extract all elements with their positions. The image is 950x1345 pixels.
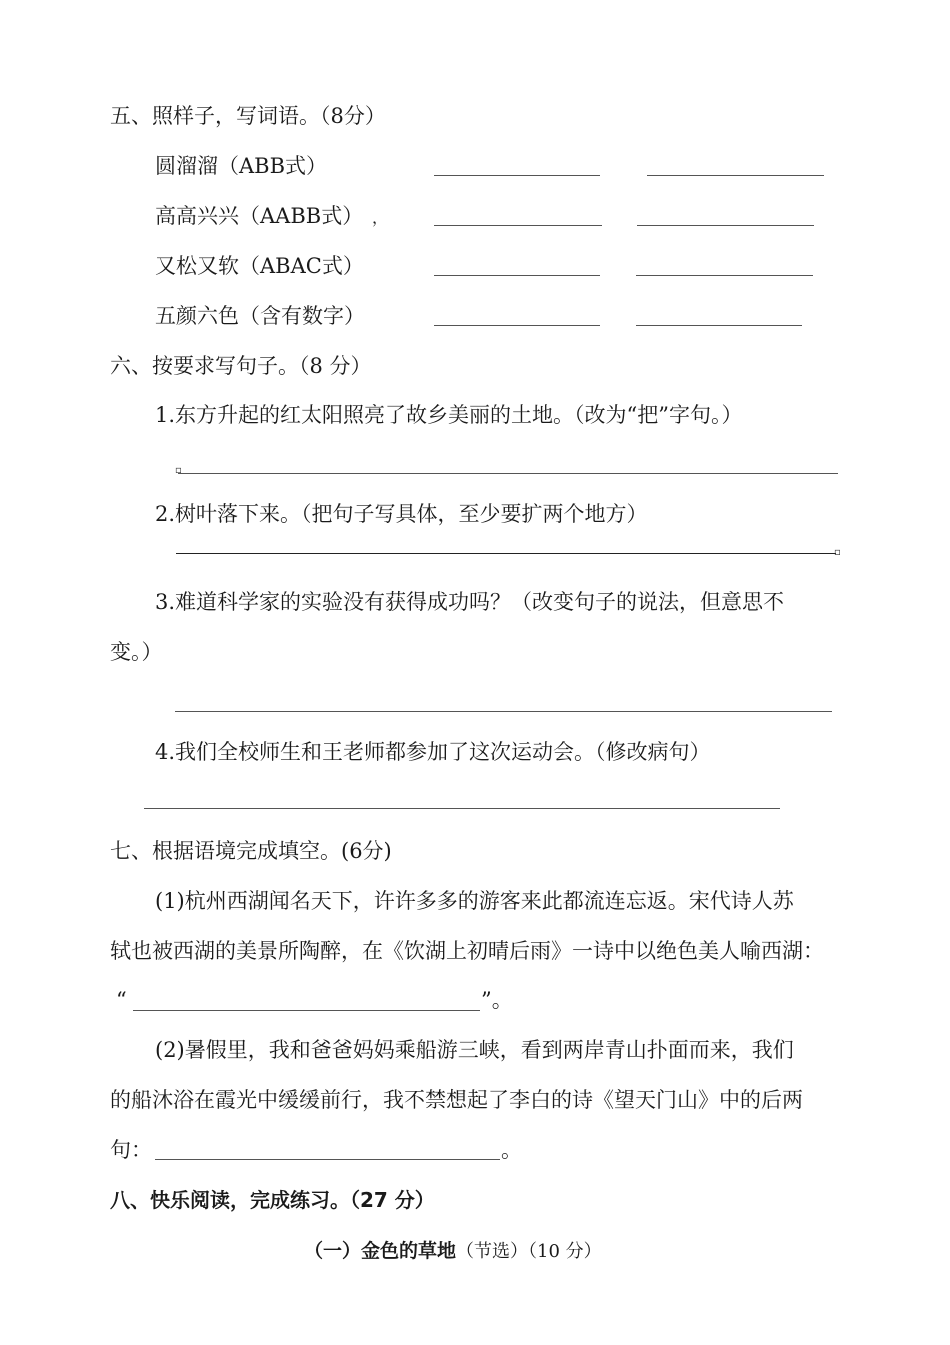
section8-subtitle-note: （节选）（10 分）: [456, 1241, 602, 1262]
section6-q1-mark: ▫: [175, 465, 182, 476]
section7-p2-answer-blank[interactable]: [155, 1159, 500, 1160]
section7-paragraph-1-open-quote: “: [116, 988, 127, 1012]
section5-item-1-blank-b[interactable]: [647, 175, 824, 176]
section6-title: 六、按要求写句子。（8 分）: [110, 354, 372, 378]
section6-q2-answer-line[interactable]: [176, 553, 836, 554]
section5-item-2-label: 高高兴兴（AABB式）: [155, 204, 364, 228]
section5-item-1-label: 圆溜溜（ABB式）: [155, 154, 328, 178]
section5-item-4-blank-b[interactable]: [636, 325, 802, 326]
section5-item-2-separator: ，: [372, 208, 389, 227]
section6-q2-mark: ▫: [834, 547, 841, 558]
section5-item-2-blank-b[interactable]: [637, 225, 814, 226]
section7-title: 七、根据语境完成填空。(6分): [110, 839, 392, 863]
section5-title: 五、照样子，写词语。（8分）: [110, 104, 386, 128]
section8-subtitle: [304, 1235, 602, 1267]
section5-item-3-blank-b[interactable]: [636, 275, 813, 276]
section6-q3-answer-line[interactable]: [175, 711, 832, 712]
section6-q1-answer-line[interactable]: [178, 473, 838, 474]
section7-paragraph-1-line2: 轼也被西湖的美景所陶醉，在《饮湖上初晴后雨》一诗中以绝色美人喻西湖：: [110, 939, 824, 963]
section6-question-4: 4.我们全校师生和王老师都参加了这次运动会。（修改病句）: [155, 740, 711, 764]
section6-question-3-line1: 3.难道科学家的实验没有获得成功吗？（改变句子的说法，但意思不: [155, 590, 785, 614]
section7-paragraph-1-close-quote: ”。: [481, 988, 513, 1012]
section5-item-3-blank-a[interactable]: [434, 275, 600, 276]
section8-subtitle-main: （一）金色的草地: [304, 1240, 457, 1262]
section8-title: 八、快乐阅读，完成练习。（27 分）: [110, 1188, 435, 1212]
section7-paragraph-2-suffix: 。: [501, 1138, 522, 1162]
section6-question-2: 2.树叶落下来。（把句子写具体，至少要扩两个地方）: [155, 502, 648, 526]
section6-q4-answer-line[interactable]: [144, 808, 780, 809]
section7-paragraph-1-line1: (1)杭州西湖闻名天下，许许多多的游客来此都流连忘返。宋代诗人苏: [155, 889, 794, 913]
section7-paragraph-2-line1: (2)暑假里，我和爸爸妈妈乘船游三峡，看到两岸青山扑面而来，我们: [155, 1038, 794, 1062]
section7-p1-answer-blank[interactable]: [133, 1010, 480, 1011]
section6-question-3-line2: 变。）: [110, 640, 163, 664]
section5-item-1-blank-a[interactable]: [434, 175, 600, 176]
section5-item-4-blank-a[interactable]: [434, 325, 600, 326]
section5-item-2-blank-a[interactable]: [434, 225, 602, 226]
section7-paragraph-2-line2: 的船沐浴在霞光中缓缓前行，我不禁想起了李白的诗《望天门山》中的后两: [110, 1088, 803, 1112]
section6-question-1: 1.东方升起的红太阳照亮了故乡美丽的土地。（改为“把”字句。）: [155, 403, 743, 427]
section7-paragraph-2-prefix: 句：: [110, 1138, 152, 1162]
section5-item-3-label: 又松又软（ABAC式）: [155, 254, 364, 278]
section5-item-4-label: 五颜六色（含有数字）: [155, 304, 365, 328]
